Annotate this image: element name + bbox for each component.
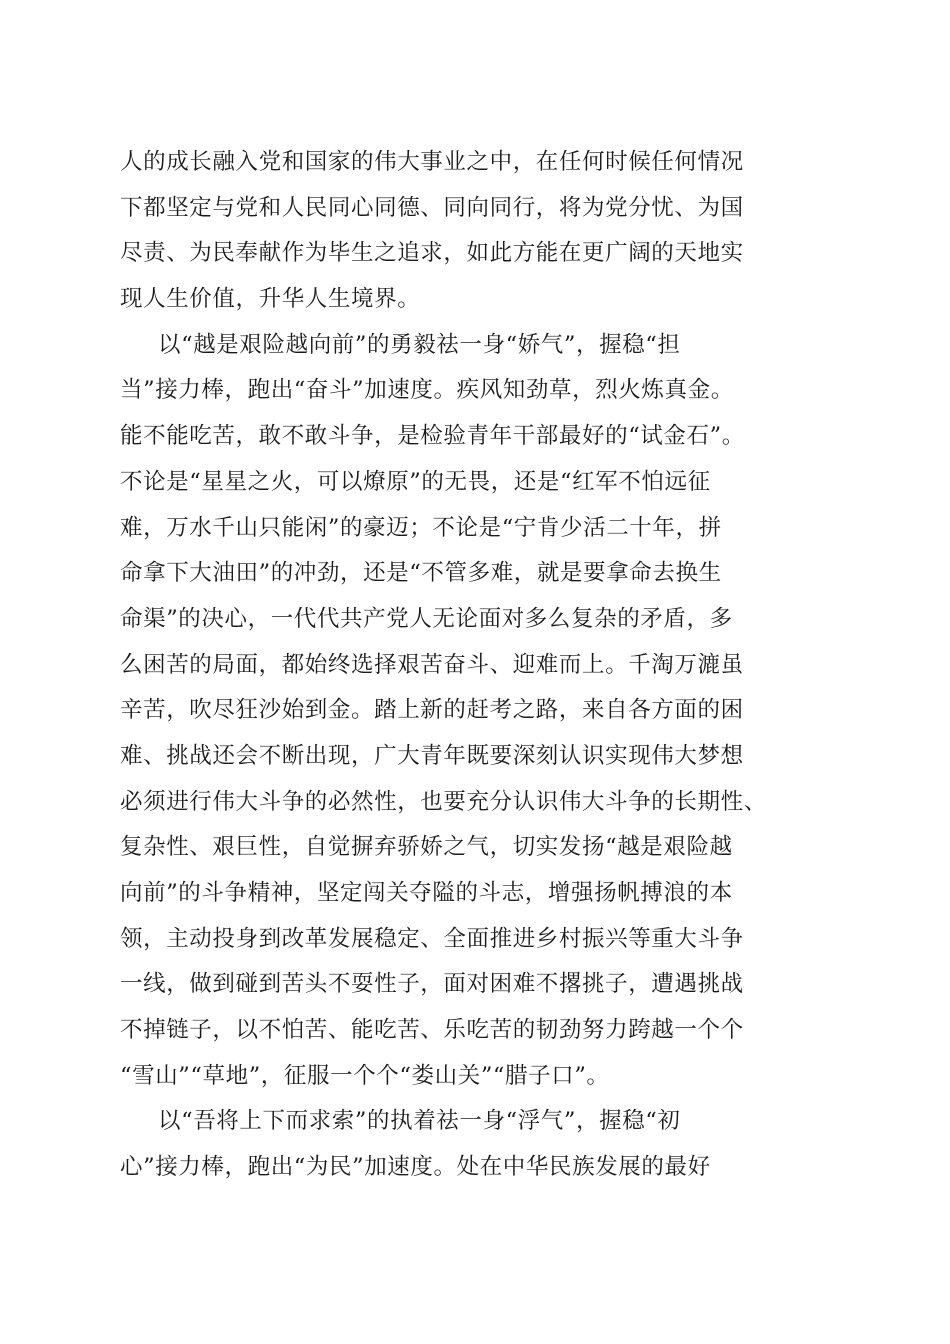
text-line: 当”接力棒，跑出“奋斗”加速度。疾风知劲草，烈火炼真金。 (120, 377, 734, 404)
body-text (120, 140, 840, 1191)
text-line: 复杂性、艰巨性，自觉摒弃骄娇之气，切实发扬“越是艰险越 (120, 834, 733, 861)
text-line: 领，主动投身到改革发展稳定、全面推进乡村振兴等重大斗争 (120, 925, 744, 952)
text-line: 一线，做到碰到苦头不耍性子，面对困难不撂挑子，遭遇挑战 (120, 971, 744, 998)
text-line: 难、挑战还会不断出现，广大青年既要深刻认识实现伟大梦想 (120, 742, 744, 769)
text-line: 不论是“星星之火，可以燎原”的无畏，还是“红军不怕远征 (120, 468, 711, 495)
text-line: 能不能吃苦，敢不敢斗争，是检验青年干部最好的“试金石”。 (120, 423, 745, 450)
text-line: 必须进行伟大斗争的必然性，也要充分认识伟大斗争的长期性、 (120, 788, 767, 815)
text-line: 命拿下大油田”的冲劲，还是“不管多难，就是要拿命去换生 (120, 560, 722, 587)
text-line: 命渠”的决心，一代代共产党人无论面对多么复杂的矛盾，多 (120, 605, 733, 632)
text-line: 么困苦的局面，都始终选择艰苦奋斗、迎难而上。千淘万漉虽 (120, 651, 744, 678)
text-line: 下都坚定与党和人民同心同德、同向同行，将为党分忧、为国 (120, 194, 744, 221)
text-line: 难，万水千山只能闲”的豪迈；不论是“宁肯少活二十年，拼 (120, 514, 722, 541)
paragraph-start-line: 以“吾将上下而求索”的执着祛一身“浮气”，握稳“初 (158, 1108, 681, 1135)
text-line: 向前”的斗争精神，坚定闯关夺隘的斗志，增强扬帆搏浪的本 (120, 880, 733, 906)
paragraph-start-line: 以“越是艰险越向前”的勇毅祛一身“娇气”，握稳“担 (158, 331, 681, 358)
text-line: 不掉链子，以不怕苦、能吃苦、乐吃苦的韧劲努力跨越一个个 (120, 1017, 744, 1044)
text-line: 人的成长融入党和国家的伟大事业之中，在任何时候任何情况 (120, 149, 744, 175)
text-line: 现人生价值，升华人生境界。 (120, 286, 421, 313)
text-line: 心”接力棒，跑出“为民”加速度。处在中华民族发展的最好 (120, 1154, 711, 1181)
text-line: “雪山”“草地”，征服一个个“娄山关”“腊子口”。 (120, 1062, 610, 1089)
text-line: 辛苦，吹尽狂沙始到金。踏上新的赶考之路，来自各方面的困 (120, 697, 744, 724)
text-line: 尽责、为民奉献作为毕生之追求，如此方能在更广阔的天地实 (120, 240, 744, 267)
